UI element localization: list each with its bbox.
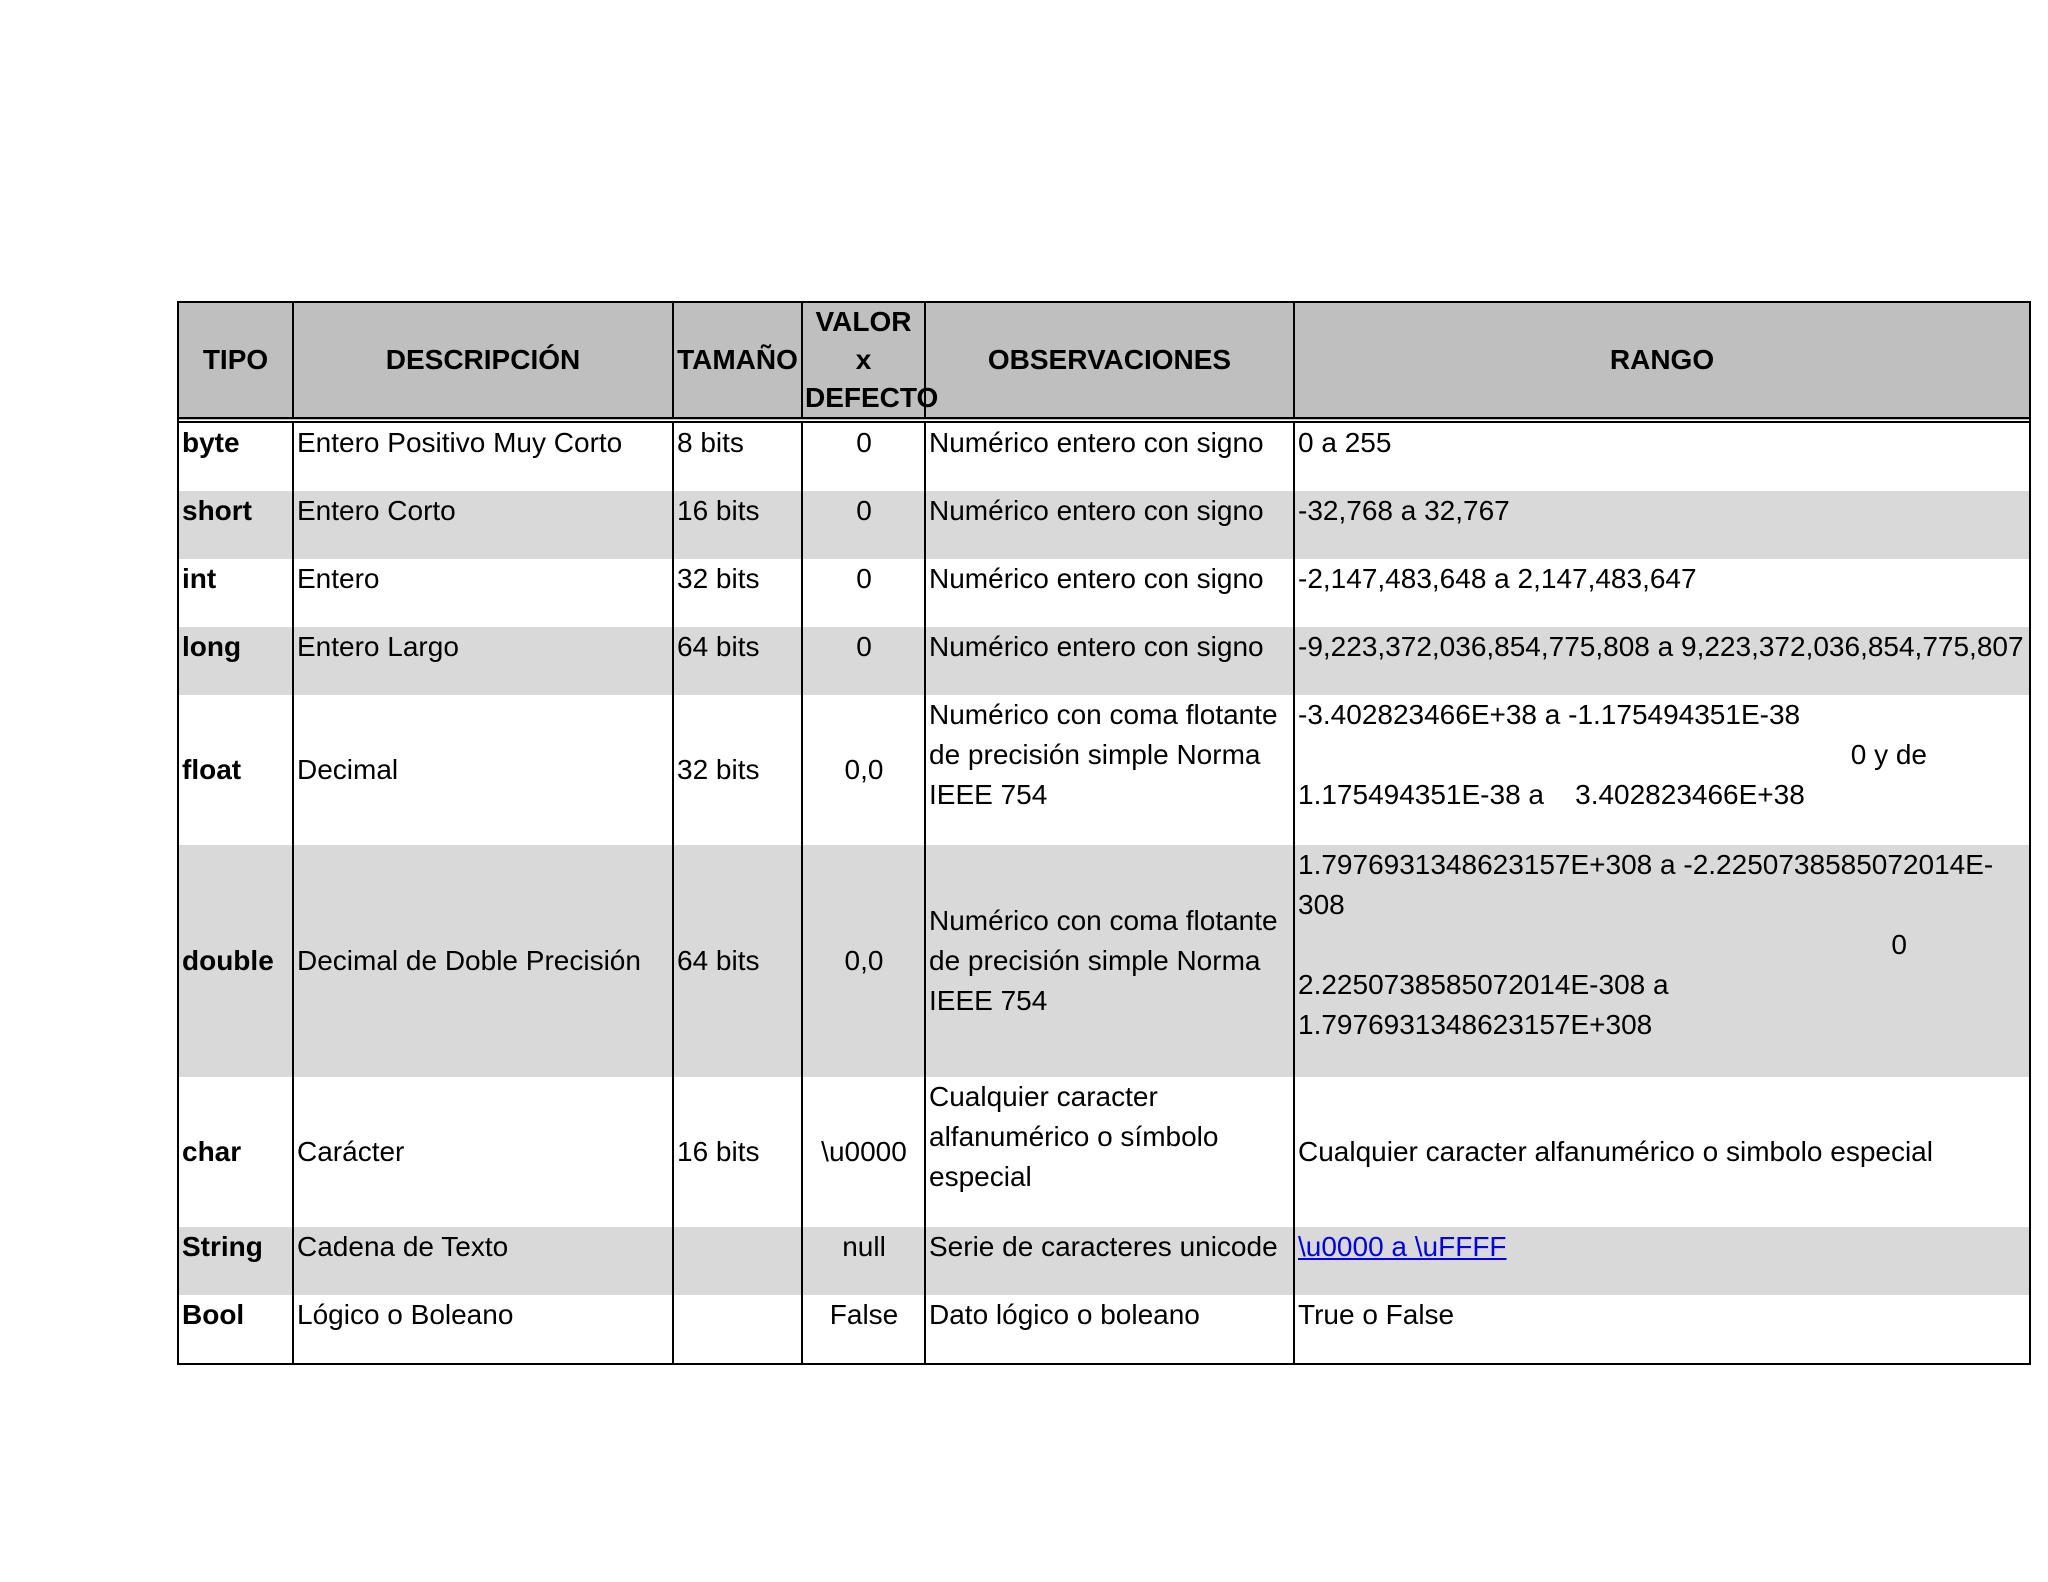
cell-rango: 0 a 255 bbox=[1298, 427, 1392, 458]
cell-rango: -2,147,483,648 a 2,147,483,647 bbox=[1298, 563, 1697, 594]
cell-rango: True o False bbox=[1298, 1299, 1455, 1330]
cell-descripcion: Entero Largo bbox=[293, 627, 673, 695]
cell-descripcion: Decimal de Doble Precisión bbox=[293, 845, 673, 1077]
cell-tamano: 32 bits bbox=[673, 559, 802, 627]
cell-rango: -32,768 a 32,767 bbox=[1294, 491, 2029, 559]
table-row bbox=[179, 491, 2029, 559]
cell-descripcion: Entero Corto bbox=[293, 491, 673, 559]
cell-tamano: 8 bits bbox=[673, 420, 802, 491]
cell-rango bbox=[1294, 845, 2029, 1077]
cell-rango bbox=[1294, 1227, 2029, 1295]
cell-observaciones: Numérico con coma flotante de precisión simple Norma IEEE 754 bbox=[925, 695, 1294, 845]
header-row bbox=[179, 303, 2029, 420]
table-row bbox=[179, 627, 2029, 695]
cell-valor: 0,0 bbox=[802, 695, 925, 845]
cell-descripcion: Lógico o Boleano bbox=[293, 1295, 673, 1363]
cell-descripcion: Decimal bbox=[293, 695, 673, 845]
rango-line: 0 bbox=[1891, 929, 1907, 960]
table-row bbox=[179, 420, 2029, 491]
table-row bbox=[179, 1077, 2029, 1227]
cell-tipo: int bbox=[179, 559, 293, 627]
cell-observaciones: Numérico entero con signo bbox=[925, 559, 1294, 627]
cell-valor: \u0000 bbox=[802, 1077, 925, 1227]
rango-line: 1.7976931348623157E+308 bbox=[1298, 1009, 1653, 1040]
cell-descripcion: Entero bbox=[293, 559, 673, 627]
cell-rango: -9,223,372,036,854,775,808 a 9,223,372,036,854,775,807 bbox=[1294, 627, 2029, 695]
cell-tipo: byte bbox=[179, 420, 293, 491]
cell-rango: Cualquier caracter alfanumérico o simbolo especial bbox=[1298, 1136, 1933, 1167]
cell-tamano bbox=[673, 1295, 802, 1363]
rango-link[interactable]: \u0000 a \uFFFF bbox=[1298, 1231, 1507, 1262]
header-tamano: TAMAÑO bbox=[673, 303, 802, 420]
cell-observaciones: Serie de caracteres unicode bbox=[925, 1227, 1294, 1295]
cell-valor: 0,0 bbox=[802, 845, 925, 1077]
cell-tipo: double bbox=[179, 845, 293, 1077]
rango-line: 2.2250738585072014E-308 a bbox=[1298, 969, 1669, 1000]
rango-line: 1.7976931348623157E+308 a -2.2250738585072014E- bbox=[1298, 849, 1994, 880]
cell-observaciones: Cualquier caracter alfanumérico o símbolo especial bbox=[925, 1077, 1294, 1227]
cell-tipo: char bbox=[179, 1077, 293, 1227]
cell-tamano: 64 bits bbox=[673, 627, 802, 695]
cell-tamano: 16 bits bbox=[673, 1077, 802, 1227]
cell-observaciones: Numérico entero con signo bbox=[925, 491, 1294, 559]
cell-tamano: 32 bits bbox=[673, 695, 802, 845]
header-valor-defecto bbox=[802, 303, 939, 420]
data-types-table-frame bbox=[177, 301, 2031, 1365]
cell-valor: 0 bbox=[802, 559, 925, 627]
header-tipo: TIPO bbox=[179, 303, 293, 420]
cell-tipo: String bbox=[179, 1227, 293, 1295]
header-rango: RANGO bbox=[1294, 303, 2029, 420]
rango-line: 1.175494351E-38 a 3.402823466E+38 bbox=[1298, 779, 1805, 810]
cell-tipo: long bbox=[179, 627, 293, 695]
cell-descripcion: Cadena de Texto bbox=[293, 1227, 673, 1295]
cell-tipo: short bbox=[179, 491, 293, 559]
table-row bbox=[179, 1295, 2029, 1363]
cell-tipo: Bool bbox=[179, 1295, 293, 1363]
header-descripcion: DESCRIPCIÓN bbox=[293, 303, 673, 420]
cell-tamano: 64 bits bbox=[673, 845, 802, 1077]
cell-tamano bbox=[673, 1227, 802, 1295]
table-row bbox=[179, 1227, 2029, 1295]
cell-observaciones: Dato lógico o boleano bbox=[925, 1295, 1294, 1363]
cell-observaciones: Numérico entero con signo bbox=[925, 627, 1294, 695]
data-types-table bbox=[179, 303, 2029, 1363]
rango-line: -3.402823466E+38 a -1.175494351E-38 bbox=[1298, 699, 1801, 730]
cell-observaciones: Numérico entero con signo bbox=[925, 420, 1294, 491]
cell-valor: 0 bbox=[802, 627, 925, 695]
header-valor-line2: DEFECTO bbox=[805, 382, 939, 413]
header-valor-line1: VALOR x bbox=[815, 306, 912, 375]
cell-descripcion: Entero Positivo Muy Corto bbox=[293, 420, 673, 491]
cell-valor: 0 bbox=[802, 491, 925, 559]
cell-valor: null bbox=[802, 1227, 925, 1295]
cell-tamano: 16 bits bbox=[673, 491, 802, 559]
cell-observaciones: Numérico con coma flotante de precisión simple Norma IEEE 754 bbox=[925, 845, 1294, 1077]
cell-descripcion: Carácter bbox=[293, 1077, 673, 1227]
cell-valor: False bbox=[802, 1295, 925, 1363]
table-row bbox=[179, 845, 2029, 1077]
cell-tipo: float bbox=[179, 695, 293, 845]
table-row bbox=[179, 695, 2029, 845]
cell-rango bbox=[1294, 695, 2029, 845]
rango-line: 308 bbox=[1298, 889, 1345, 920]
rango-line: 0 y de bbox=[1850, 739, 1927, 770]
table-row bbox=[179, 559, 2029, 627]
cell-valor: 0 bbox=[802, 420, 925, 491]
header-observaciones: OBSERVACIONES bbox=[925, 303, 1294, 420]
